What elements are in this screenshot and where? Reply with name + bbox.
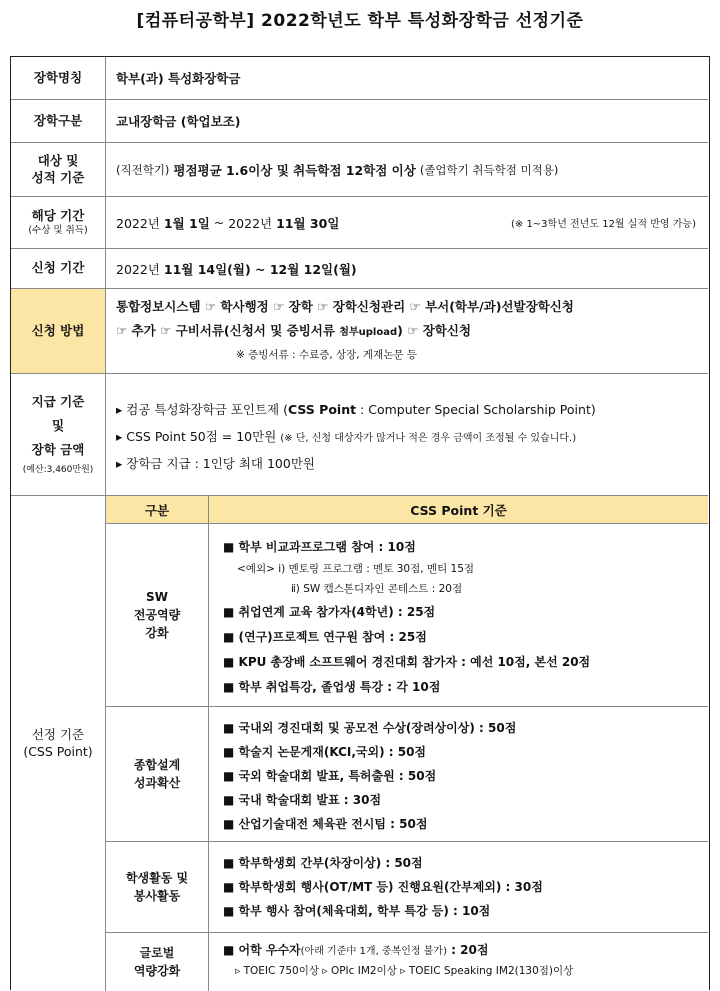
label-line: 선정 기준 xyxy=(31,726,85,742)
method-line-2a: ☞ 추가 ☞ 구비서류(신청서 및 증빙서류 xyxy=(116,323,340,338)
criteria-design xyxy=(209,707,708,841)
row-value: 교내장학금 (학업보조) xyxy=(116,114,241,129)
method-line-2b: 첨부upload xyxy=(339,327,398,338)
cat-line: 강화 xyxy=(145,626,169,640)
criteria-student xyxy=(209,842,708,932)
row-kind xyxy=(11,100,708,143)
criteria-item: ■ 학부 취업특강, 졸업생 특강 : 각 10점 xyxy=(223,680,441,694)
cat-line: 학생활동 및 xyxy=(125,871,189,885)
row-label: 신청 방법 xyxy=(11,289,106,373)
row-label: 신청 기간 xyxy=(11,249,106,288)
target-main: 평점평균 1.6이상 및 취득학점 12학점 이상 xyxy=(173,162,416,178)
period-sep: ~ xyxy=(213,215,225,230)
method-line-1: 통합정보시스템 ☞ 학사행정 ☞ 장학 ☞ 장학신청관리 ☞ 부서(학부/과)선발장학신청 xyxy=(116,299,574,314)
criteria-item: ■ 국내 학술대회 발표 : 30점 xyxy=(223,793,382,807)
label-line: (수상 및 취득) xyxy=(28,224,88,236)
cat-line: 성과확산 xyxy=(133,776,181,790)
label-line: 및 xyxy=(51,418,65,434)
row-label xyxy=(11,374,106,495)
criteria-item: ■ (연구)프로젝트 연구원 참여 : 25점 xyxy=(223,630,427,644)
cat-line: 봉사활동 xyxy=(133,889,181,903)
row-value: 학부(과) 특성화장학금 xyxy=(116,71,241,86)
criteria-subitem: ▹ TOEIC 750이상 ▹ OPIc IM2이상 ▹ TOEIC Speaking IM2(130점)이상 xyxy=(235,965,574,977)
row-apply xyxy=(11,249,708,289)
row-period xyxy=(11,197,708,249)
criteria-item: ■ 국외 학술대회 발표, 특허출원 : 50점 xyxy=(223,769,437,783)
row-pay xyxy=(11,374,708,496)
label-line: 지급 기준 xyxy=(31,394,85,410)
criteria-subitem: ⅱ) SW 캡스톤디자인 콘테스트 : 20점 xyxy=(291,583,463,595)
period-d1: 1월 1일 xyxy=(163,215,210,231)
row-label xyxy=(11,496,106,991)
criteria-item: ■ 학술지 논문게재(KCI,국외) : 50점 xyxy=(223,745,427,759)
scholarship-table xyxy=(10,56,710,990)
row-target xyxy=(11,143,708,197)
period-note: (※ 1~3학년 전년도 12월 실적 반영 가능) xyxy=(510,219,696,230)
criteria-item: ■ 학부 행사 참여(체육대회, 학부 특강 등) : 10점 xyxy=(223,904,491,918)
category-student xyxy=(106,842,209,932)
cat-line: 글로벌 xyxy=(139,946,175,960)
row-select xyxy=(11,496,708,991)
cat-line: 종합설계 xyxy=(133,758,181,772)
method-line-2c: ) ☞ 장학신청 xyxy=(397,323,472,338)
row-value xyxy=(106,374,708,495)
criteria-item: ■ KPU 총장배 소프트웨어 경진대회 참가자 : 예선 10점, 본선 20점 xyxy=(223,655,591,669)
pay-b1b: CSS Point xyxy=(287,402,357,417)
header-category: 구분 xyxy=(106,496,209,523)
pay-b1c: : Computer Special Scholarship Point) xyxy=(356,402,596,417)
row-value xyxy=(106,249,708,288)
pay-budget: (예산:3,460만원) xyxy=(22,464,94,475)
global-item-a: ■ 어학 우수자 xyxy=(223,943,301,957)
pay-bullet-1 xyxy=(116,400,596,418)
row-label xyxy=(11,143,106,196)
row-label: 장학구분 xyxy=(11,100,106,142)
cat-line: 전공역량 xyxy=(133,608,181,622)
pay-b2-note: (※ 단, 신청 대상자가 많거나 적은 경우 금액이 조정될 수 있습니다.) xyxy=(280,433,577,444)
pay-b1a: ▸ 컴공 특성화장학금 포인트제 ( xyxy=(116,402,288,417)
criteria-header xyxy=(106,496,708,524)
row-value xyxy=(106,197,708,248)
row-name xyxy=(11,57,708,100)
label-line: (CSS Point) xyxy=(23,743,93,759)
cat-line: 역량강화 xyxy=(133,964,181,978)
row-method xyxy=(11,289,708,374)
criteria-item: ■ 국내외 경진대회 및 공모전 수상(장려상이상) : 50점 xyxy=(223,721,517,735)
target-pre: (직전학기) xyxy=(116,162,170,177)
page-title: [컴퓨터공학부] 2022학년도 학부 특성화장학금 선정기준 xyxy=(136,11,584,31)
global-item-c: : 20점 xyxy=(446,943,489,957)
pay-bullet-2 xyxy=(116,427,576,445)
global-item-b: (아래 기준中 1개, 중복인정 불가) xyxy=(300,946,447,957)
criteria-subitem: <예외> ⅰ) 멘토링 프로그램 : 멘토 30점, 멘티 15점 xyxy=(237,563,475,575)
method-note: ※ 증빙서류 : 수료증, 상장, 게재논문 등 xyxy=(236,349,418,361)
criteria-item: ■ 산업기술대전 체육관 전시팀 : 50점 xyxy=(223,817,428,831)
criteria-item: ■ 취업연계 교육 참가자(4학년) : 25점 xyxy=(223,605,436,619)
pay-bullet-3: ▸ 장학금 지급 : 1인당 최대 100만원 xyxy=(116,456,315,471)
apply-range: 11월 14일(월) ~ 12월 12일(월) xyxy=(163,261,357,277)
criteria-item: ■ 학부학생회 행사(OT/MT 등) 진행요원(간부제외) : 30점 xyxy=(223,880,543,894)
category-sw xyxy=(106,524,209,706)
criteria-item: ■ 학부 비교과프로그램 참여 : 10점 xyxy=(223,540,416,554)
row-value xyxy=(106,289,708,373)
criteria-sw xyxy=(209,524,708,706)
criteria-item xyxy=(223,941,488,958)
target-post: (졸업학기 취득학점 미적용) xyxy=(419,162,559,177)
period-y2: 2022년 xyxy=(228,215,273,231)
method-line-2 xyxy=(116,321,471,339)
category-global xyxy=(106,933,209,991)
period-y1: 2022년 xyxy=(116,215,160,231)
period-d2: 11월 30일 xyxy=(276,215,340,231)
category-design xyxy=(106,707,209,841)
label-line: 성적 기준 xyxy=(31,169,85,185)
label-line: 대상 및 xyxy=(37,152,79,168)
cat-line: SW xyxy=(146,590,168,604)
row-label xyxy=(11,197,106,248)
apply-year: 2022년 xyxy=(116,261,160,277)
criteria-item: ■ 학부학생회 간부(차장이상) : 50점 xyxy=(223,856,423,870)
row-value xyxy=(106,143,708,196)
label-line: 해당 기간 xyxy=(31,207,85,223)
row-label: 장학명칭 xyxy=(11,57,106,99)
criteria-global xyxy=(209,933,708,991)
header-criteria: CSS Point 기준 xyxy=(410,502,507,518)
label-line: 장학 금액 xyxy=(31,441,85,457)
pay-b2: ▸ CSS Point 50점 = 10만원 xyxy=(116,429,277,444)
